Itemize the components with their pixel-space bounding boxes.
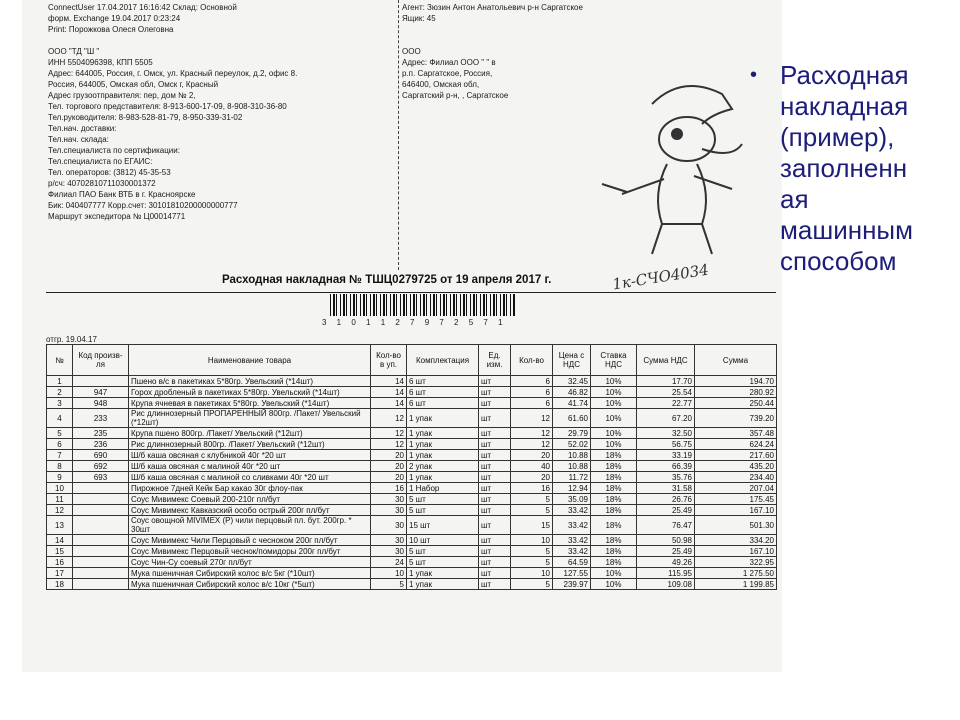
cell-name: Соус овощной MIVIMEX (Р) чили перцовый пл. бут. 200гр. * 30шт — [129, 516, 371, 535]
cell-name: Рис длиннозерный 800гр. /Пакет/ Увельский (*12шт) — [129, 439, 371, 450]
cell-vat: 22.77 — [637, 398, 695, 409]
cell-code: 948 — [73, 398, 129, 409]
cell-name: Соус Чин-Су соевый 270г пл/бут — [129, 557, 371, 568]
cell-price: 33.42 — [553, 535, 591, 546]
cell-n: 17 — [47, 568, 73, 579]
cell-name: Пшено в/с в пакетиках 5*80гр. Увельский (*14шт) — [129, 376, 371, 387]
cell-name: Горох дробленый в пакетиках 5*80гр. Увельский (*14шт) — [129, 387, 371, 398]
cell-qty: 6 — [511, 387, 553, 398]
header-divider — [398, 0, 399, 270]
cell-sum: 250.44 — [695, 398, 777, 409]
cell-kit: 6 шт — [407, 398, 479, 409]
cell-name: Соус Мивимекс Соевый 200-210г пл/бут — [129, 494, 371, 505]
cell-qty: 5 — [511, 505, 553, 516]
cell-sum: 167.10 — [695, 505, 777, 516]
cell-vat: 25.49 — [637, 505, 695, 516]
header-left-line: Тел.руководителя: 8-983-528-81-79, 8-950-339-31-02 — [48, 113, 243, 122]
cell-sum: 624.24 — [695, 439, 777, 450]
cell-unit: шт — [479, 505, 511, 516]
cell-kit: 1 упак — [407, 579, 479, 590]
cell-kit: 1 упак — [407, 439, 479, 450]
cell-code — [73, 579, 129, 590]
cell-per: 16 — [371, 483, 407, 494]
header-requisites — [48, 2, 408, 222]
cell-sum: 334.20 — [695, 535, 777, 546]
cell-per: 5 — [371, 579, 407, 590]
cell-kit: 2 упак — [407, 461, 479, 472]
table-row — [47, 409, 777, 428]
cell-code — [73, 546, 129, 557]
column-header: № — [47, 345, 73, 376]
cell-price: 32.45 — [553, 376, 591, 387]
cell-price: 127.55 — [553, 568, 591, 579]
cell-rate: 18% — [591, 494, 637, 505]
column-header: Цена с НДС — [553, 345, 591, 376]
cell-n: 10 — [47, 483, 73, 494]
cell-price: 33.42 — [553, 546, 591, 557]
table-row — [47, 428, 777, 439]
cell-n: 2 — [47, 387, 73, 398]
cell-n: 13 — [47, 516, 73, 535]
cell-name: Пирожное 7дней Кейк Бар какао 30г флоу-пак — [129, 483, 371, 494]
column-header: Код произв-ля — [73, 345, 129, 376]
cell-vat: 50.98 — [637, 535, 695, 546]
cell-per: 30 — [371, 516, 407, 535]
cell-rate: 10% — [591, 568, 637, 579]
cell-price: 33.42 — [553, 505, 591, 516]
cell-code — [73, 535, 129, 546]
header-right-line: Агент: Зюзин Антон Анатольевич р-н Саргатское — [402, 3, 583, 12]
cell-rate: 18% — [591, 505, 637, 516]
cell-kit: 1 Набор — [407, 483, 479, 494]
cell-kit: 1 упак — [407, 409, 479, 428]
header-left-line: р/сч: 40702810711030001372 — [48, 179, 156, 188]
header-right-line: Саргатский р-н, , Саргатское — [402, 91, 509, 100]
cell-unit: шт — [479, 398, 511, 409]
cell-code — [73, 376, 129, 387]
cell-code: 692 — [73, 461, 129, 472]
cell-name: Ш/б каша овсяная с клубникой 40г *20 шт — [129, 450, 371, 461]
cell-sum: 167.10 — [695, 546, 777, 557]
cell-qty: 12 — [511, 409, 553, 428]
cell-rate: 10% — [591, 439, 637, 450]
scanned-invoice — [22, 0, 782, 672]
cell-rate: 18% — [591, 546, 637, 557]
cell-vat: 56.75 — [637, 439, 695, 450]
cell-name: Соус Мивимекс Перцовый чеснок/помидоры 200г пл/бут — [129, 546, 371, 557]
cell-price: 64.59 — [553, 557, 591, 568]
table-row — [47, 450, 777, 461]
cell-n: 3 — [47, 398, 73, 409]
cell-price: 52.02 — [553, 439, 591, 450]
cell-price: 239.97 — [553, 579, 591, 590]
cell-name: Ш/б каша овсяная с малиной 40г *20 шт — [129, 461, 371, 472]
cell-vat: 25.49 — [637, 546, 695, 557]
cell-per: 14 — [371, 398, 407, 409]
cell-kit: 5 шт — [407, 557, 479, 568]
cell-per: 20 — [371, 461, 407, 472]
cell-rate: 10% — [591, 387, 637, 398]
cell-n: 7 — [47, 450, 73, 461]
cell-sum: 1 199.85 — [695, 579, 777, 590]
cell-rate: 10% — [591, 579, 637, 590]
cell-vat: 25.54 — [637, 387, 695, 398]
cell-per: 10 — [371, 568, 407, 579]
cell-rate: 10% — [591, 409, 637, 428]
cell-code — [73, 557, 129, 568]
cell-name: Крупа пшено 800гр. /Пакет/ Увельский (*12шт) — [129, 428, 371, 439]
header-left-line: Тел.специалиста по сертификации: — [48, 146, 180, 155]
column-header: Комплектация — [407, 345, 479, 376]
cell-price: 12.94 — [553, 483, 591, 494]
cell-qty: 20 — [511, 450, 553, 461]
header-left-line: Тел.нач. склада: — [48, 135, 109, 144]
header-left-line: Тел. торгового представителя: 8-913-600-17-09, 8-908-310-36-80 — [48, 102, 287, 111]
cell-vat: 76.47 — [637, 516, 695, 535]
cartoon-stamp-image — [582, 64, 762, 264]
cell-per: 14 — [371, 387, 407, 398]
header-left-line: Бик: 040407777 Корр.счет: 30101810200000000777 — [48, 201, 238, 210]
cell-unit: шт — [479, 428, 511, 439]
cell-sum: 234.40 — [695, 472, 777, 483]
header-left-line: ConnectUser 17.04.2017 16:16:42 Склад: Основной — [48, 3, 237, 12]
cell-code — [73, 494, 129, 505]
cell-rate: 18% — [591, 472, 637, 483]
column-header: Наименование товара — [129, 345, 371, 376]
cell-kit: 1 упак — [407, 428, 479, 439]
cell-unit: шт — [479, 579, 511, 590]
cell-qty: 15 — [511, 516, 553, 535]
cell-sum: 322.95 — [695, 557, 777, 568]
column-header: Кол-во в уп. — [371, 345, 407, 376]
handwritten-note: 1к-СЧО4034 — [611, 260, 710, 294]
cell-unit: шт — [479, 535, 511, 546]
cell-price: 61.60 — [553, 409, 591, 428]
table-row — [47, 398, 777, 409]
cell-qty: 6 — [511, 376, 553, 387]
cell-name: Соус Мивимекс Чили Перцовый с чесноком 200г пл/бут — [129, 535, 371, 546]
caption-text: Расходная накладная (пример), заполненн ая машинным способом — [780, 60, 913, 276]
column-header: Кол-во — [511, 345, 553, 376]
table-row — [47, 376, 777, 387]
cell-sum: 217.60 — [695, 450, 777, 461]
cell-qty: 12 — [511, 439, 553, 450]
cell-unit: шт — [479, 409, 511, 428]
cell-sum: 207.04 — [695, 483, 777, 494]
cell-kit: 5 шт — [407, 494, 479, 505]
cell-sum: 280.92 — [695, 387, 777, 398]
invoice-title: Расходная накладная № ТШЦ0279725 от 19 апреля 2017 г. — [222, 274, 552, 286]
cell-sum: 739.20 — [695, 409, 777, 428]
cell-kit: 1 упак — [407, 472, 479, 483]
table-row — [47, 461, 777, 472]
cell-n: 9 — [47, 472, 73, 483]
header-right-line — [402, 24, 622, 35]
cell-name: Крупа ячневая в пакетиках 5*80гр. Увельский (*14шт) — [129, 398, 371, 409]
cell-qty: 16 — [511, 483, 553, 494]
cell-kit: 6 шт — [407, 387, 479, 398]
header-left-line: ИНН 5504096398, КПП 5505 — [48, 58, 153, 67]
cell-unit: шт — [479, 472, 511, 483]
cell-per: 30 — [371, 535, 407, 546]
cell-per: 12 — [371, 428, 407, 439]
cell-vat: 35.76 — [637, 472, 695, 483]
cell-vat: 26.76 — [637, 494, 695, 505]
cell-per: 24 — [371, 557, 407, 568]
cell-n: 18 — [47, 579, 73, 590]
cell-price: 29.79 — [553, 428, 591, 439]
cell-n: 1 — [47, 376, 73, 387]
header-left-line: Тел. операторов: (3812) 45-35-53 — [48, 168, 171, 177]
cell-per: 30 — [371, 505, 407, 516]
cell-rate: 18% — [591, 535, 637, 546]
cell-qty: 5 — [511, 579, 553, 590]
cell-vat: 32.50 — [637, 428, 695, 439]
table-row — [47, 494, 777, 505]
cell-n: 5 — [47, 428, 73, 439]
cell-code: 235 — [73, 428, 129, 439]
cell-qty: 20 — [511, 472, 553, 483]
cell-code — [73, 568, 129, 579]
cell-price: 33.42 — [553, 516, 591, 535]
cell-kit: 5 шт — [407, 546, 479, 557]
header-left-line: ООО "ТД "Ш " — [48, 47, 100, 56]
header-left-line: Print: Порожкова Олеся Олеговна — [48, 25, 174, 34]
cell-name: Мука пшеничная Сибирский колос в/с 10кг (*5шт) — [129, 579, 371, 590]
title-rule — [46, 292, 776, 293]
cell-n: 16 — [47, 557, 73, 568]
cell-sum: 175.45 — [695, 494, 777, 505]
cell-rate: 10% — [591, 428, 637, 439]
cell-price: 46.82 — [553, 387, 591, 398]
table-row — [47, 472, 777, 483]
cell-vat: 33.19 — [637, 450, 695, 461]
bullet-icon: • — [750, 64, 758, 86]
table-row — [47, 557, 777, 568]
cell-per: 30 — [371, 494, 407, 505]
cell-unit: шт — [479, 461, 511, 472]
cell-per: 14 — [371, 376, 407, 387]
cell-sum: 357.48 — [695, 428, 777, 439]
cell-qty: 5 — [511, 494, 553, 505]
barcode — [330, 294, 516, 316]
cell-sum: 194.70 — [695, 376, 777, 387]
cell-rate: 18% — [591, 461, 637, 472]
table-row — [47, 505, 777, 516]
table-row — [47, 579, 777, 590]
header-left-line: Маршрут экспедитора № Ц00014771 — [48, 212, 186, 221]
cell-vat: 66.39 — [637, 461, 695, 472]
cell-per: 30 — [371, 546, 407, 557]
cell-kit: 15 шт — [407, 516, 479, 535]
invoice-table — [46, 344, 777, 590]
header-left-line: форм. Exchange 19.04.2017 0:23:24 — [48, 14, 181, 23]
column-header: Сумма НДС — [637, 345, 695, 376]
cell-sum: 435.20 — [695, 461, 777, 472]
cell-code: 236 — [73, 439, 129, 450]
cell-code — [73, 483, 129, 494]
cell-qty: 5 — [511, 557, 553, 568]
header-left-line: Россия, 644005, Омская обл, Омск г, Красный — [48, 80, 219, 89]
column-header: Сумма — [695, 345, 777, 376]
cell-price: 10.88 — [553, 450, 591, 461]
cell-unit: шт — [479, 387, 511, 398]
table-row — [47, 439, 777, 450]
cell-qty: 6 — [511, 398, 553, 409]
cell-per: 12 — [371, 409, 407, 428]
cell-n: 14 — [47, 535, 73, 546]
table-row — [47, 483, 777, 494]
header-right-line: ООО — [402, 47, 421, 56]
cell-unit: шт — [479, 376, 511, 387]
cell-qty: 5 — [511, 546, 553, 557]
cell-unit: шт — [479, 439, 511, 450]
cell-kit: 5 шт — [407, 505, 479, 516]
cell-rate: 10% — [591, 376, 637, 387]
header-left-line — [48, 35, 408, 46]
cell-unit: шт — [479, 450, 511, 461]
header-left-line: Тел.нач. доставки: — [48, 124, 117, 133]
header-left-line: Филиал ПАО Банк ВТБ в г. Красноярске — [48, 190, 196, 199]
header-left-line: Адрес грузоотправителя: пер, дом № 2, — [48, 91, 196, 100]
cell-unit: шт — [479, 494, 511, 505]
cell-qty: 12 — [511, 428, 553, 439]
cell-vat: 67.20 — [637, 409, 695, 428]
header-right-line: Ящик: 45 — [402, 14, 436, 23]
cell-name: Ш/б каша овсяная с малиной со сливками 40г *20 шт — [129, 472, 371, 483]
cell-qty: 10 — [511, 535, 553, 546]
cell-unit: шт — [479, 546, 511, 557]
cell-n: 15 — [47, 546, 73, 557]
cell-unit: шт — [479, 568, 511, 579]
cell-code: 693 — [73, 472, 129, 483]
cell-vat: 49.26 — [637, 557, 695, 568]
header-right-line — [402, 35, 622, 46]
cell-code: 690 — [73, 450, 129, 461]
cell-unit: шт — [479, 557, 511, 568]
cell-per: 20 — [371, 472, 407, 483]
cell-per: 20 — [371, 450, 407, 461]
cell-kit: 10 шт — [407, 535, 479, 546]
cell-code: 947 — [73, 387, 129, 398]
cell-vat: 31.58 — [637, 483, 695, 494]
header-right-line: Адрес: Филиал ООО " " в — [402, 58, 496, 67]
column-header: Ед. изм. — [479, 345, 511, 376]
cell-sum: 1 275.50 — [695, 568, 777, 579]
cell-per: 12 — [371, 439, 407, 450]
cell-code — [73, 516, 129, 535]
cell-n: 6 — [47, 439, 73, 450]
cell-name: Мука пшеничная Сибирский колос в/с 5кг (*10шт) — [129, 568, 371, 579]
header-right-line: 646400, Омская обл, — [402, 80, 480, 89]
table-header-row — [47, 345, 777, 376]
cell-qty: 40 — [511, 461, 553, 472]
header-right-line: р.п. Саргатское, Россия, — [402, 69, 493, 78]
cell-rate: 18% — [591, 557, 637, 568]
shipment-date: отгр. 19.04.17 — [46, 335, 97, 344]
cell-name: Рис длиннозерный ПРОПАРЕННЫЙ 800гр. /Пакет/ Увельский (*12шт) — [129, 409, 371, 428]
cell-unit: шт — [479, 516, 511, 535]
cell-kit: 1 упак — [407, 450, 479, 461]
cell-rate: 18% — [591, 483, 637, 494]
table-row — [47, 568, 777, 579]
header-left-line: Тел.специалиста по ЕГАИС: — [48, 157, 153, 166]
cell-code — [73, 505, 129, 516]
cell-unit: шт — [479, 483, 511, 494]
cell-rate: 10% — [591, 398, 637, 409]
cell-rate: 18% — [591, 516, 637, 535]
cell-name: Соус Мивимекс Кавказский особо острый 200г пл/бут — [129, 505, 371, 516]
table-row — [47, 546, 777, 557]
cell-sum: 501.30 — [695, 516, 777, 535]
barcode-digits: 3 1 0 1 1 2 7 9 7 2 5 7 1 — [322, 318, 507, 327]
cell-price: 11.72 — [553, 472, 591, 483]
header-left-line: Адрес: 644005, Россия, г. Омск, ул. Красный переулок, д.2, офис 8. — [48, 69, 298, 78]
cell-vat: 115.95 — [637, 568, 695, 579]
cell-price: 41.74 — [553, 398, 591, 409]
cell-qty: 10 — [511, 568, 553, 579]
cell-rate: 18% — [591, 450, 637, 461]
table-row — [47, 516, 777, 535]
cell-price: 10.88 — [553, 461, 591, 472]
table-row — [47, 387, 777, 398]
table-row — [47, 535, 777, 546]
cell-vat: 109.08 — [637, 579, 695, 590]
cell-n: 4 — [47, 409, 73, 428]
cell-code: 233 — [73, 409, 129, 428]
cell-price: 35.09 — [553, 494, 591, 505]
cell-kit: 6 шт — [407, 376, 479, 387]
cell-kit: 1 упак — [407, 568, 479, 579]
cell-n: 8 — [47, 461, 73, 472]
cell-n: 11 — [47, 494, 73, 505]
column-header: Ставка НДС — [591, 345, 637, 376]
cell-vat: 17.70 — [637, 376, 695, 387]
cell-n: 12 — [47, 505, 73, 516]
